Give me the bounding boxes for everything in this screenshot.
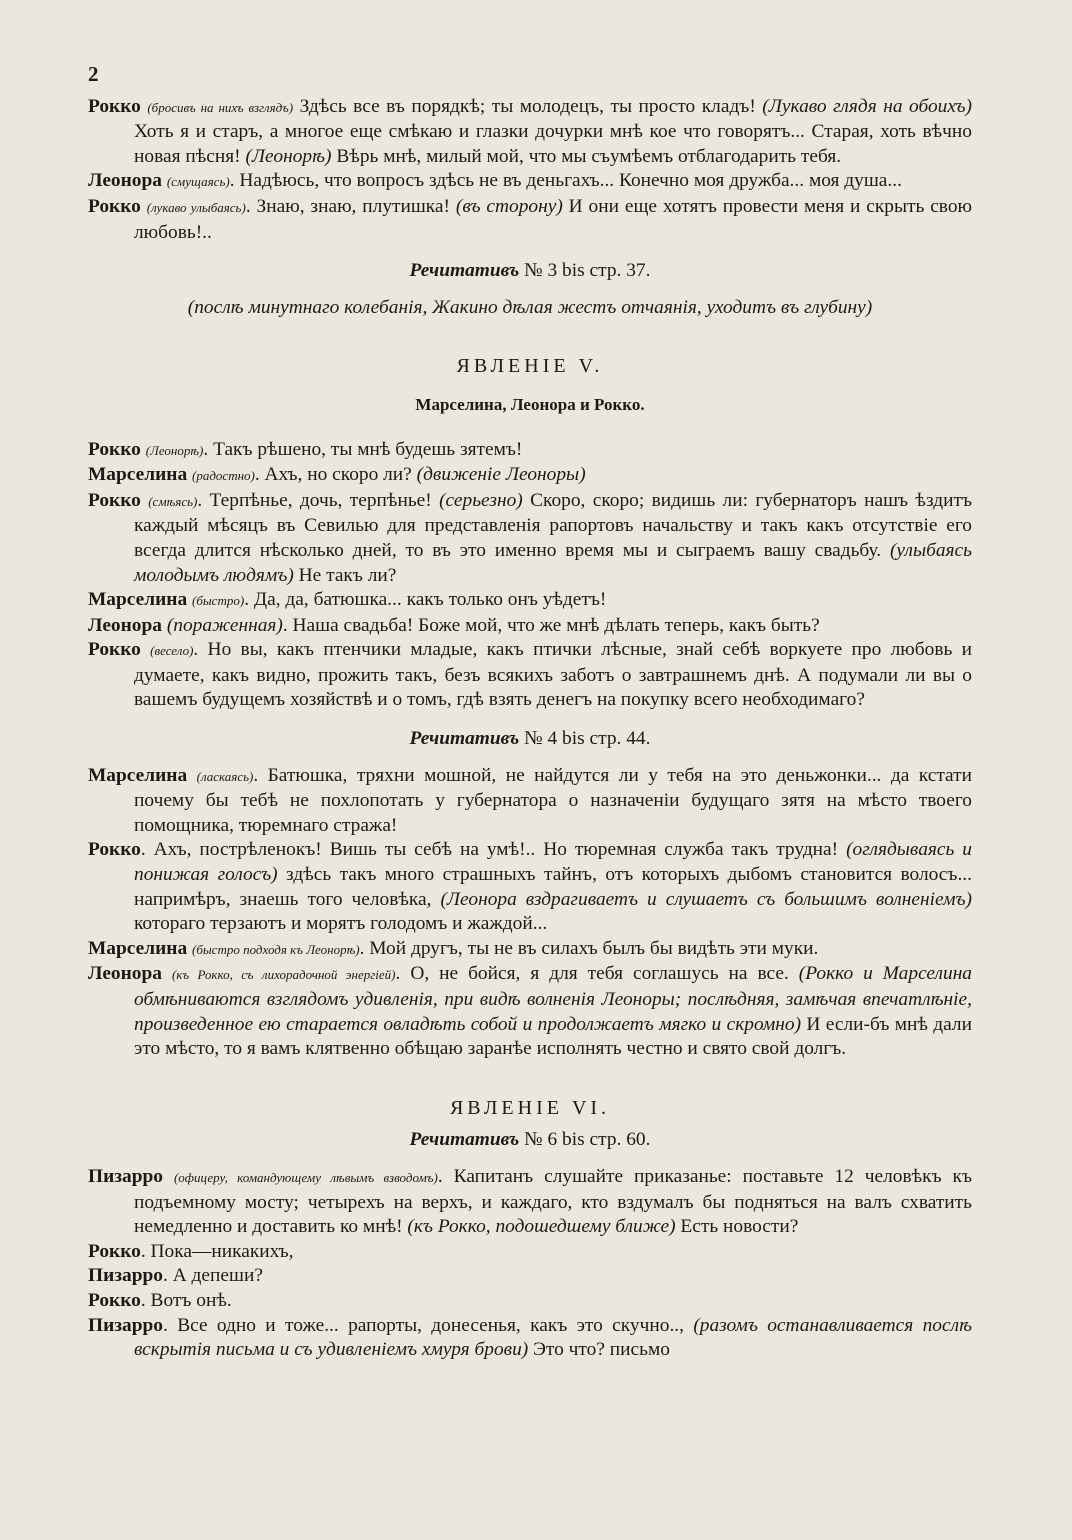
- page-number: 2: [88, 62, 99, 86]
- speaker: Пизарро: [88, 1314, 164, 1336]
- speech-line: [88, 1314, 972, 1363]
- speaker: Марселина: [88, 764, 188, 786]
- speech-text: котораго терзаютъ и морятъ голодомъ и жаждой...: [134, 913, 548, 935]
- speech-text: . А депеши?: [163, 1265, 263, 1287]
- speech-text: Хоть я и старъ, а многое еще смѣкаю и глазки дочурки мнѣ кое что говорятъ... Старая, хоть вѣчно новая пѣсня!: [134, 121, 972, 167]
- speech-line: [88, 638, 972, 713]
- speaker: Рокко: [88, 1240, 141, 1262]
- speaker: Рокко: [88, 438, 141, 460]
- speech-line: [88, 1240, 972, 1265]
- recitative-number: № 4 bis стр. 44.: [519, 728, 651, 750]
- stage-direction: (серьезно): [439, 489, 523, 511]
- stage-direction: (Леонорѣ): [245, 145, 332, 167]
- speaker: Рокко: [88, 839, 141, 861]
- speaker: Леонора: [88, 170, 162, 192]
- cast-list: Марселина, Леонора и Рокко.: [415, 394, 645, 414]
- stage-direction: (смѣясь): [148, 493, 198, 509]
- stage-direction: (радостно): [192, 468, 255, 484]
- stage-direction: (пораженная): [166, 614, 283, 636]
- speech-line: [88, 1165, 972, 1240]
- speaker: Пизарро: [88, 1265, 164, 1287]
- speech-text: . Пока—никакихъ,: [140, 1240, 294, 1262]
- speech-line: [88, 962, 972, 1061]
- speech-line: [88, 489, 972, 588]
- speaker: Марселина: [88, 937, 188, 959]
- stage-direction: (ласкаясь): [196, 768, 254, 784]
- recitative-label: Речитативъ: [409, 1129, 520, 1151]
- stage-direction: (быстро): [192, 593, 245, 609]
- speaker: Рокко: [88, 95, 141, 117]
- stage-direction: (Леонора вздрагиваетъ и слушаетъ съ большимъ волненіемъ): [440, 888, 972, 910]
- speech-text: . О, не бойся, я для тебя соглашусь на все.: [395, 963, 799, 985]
- speech-text: . Терпѣнье, дочь, терпѣнье!: [197, 489, 440, 511]
- stage-direction: (оглядываясь и понижая голосъ): [134, 839, 972, 886]
- speech-line: [88, 838, 972, 936]
- stage-direction: (въ сторону): [455, 195, 563, 217]
- speech-text: . Но вы, какъ птенчики младые, какъ птички лѣсные, знай себѣ воркуете про любовь и думаете, какъ видно, прожить такъ, безъ всякихъ заботъ о завтрашнемъ днѣ. А подумали ли вы о вашемъ будущемъ хозяйствѣ и о томъ, гдѣ взять денегъ на покупку всего необходимаго?: [134, 639, 972, 711]
- speaker: Марселина: [88, 464, 188, 486]
- stage-direction: (къ Рокко, подошедшему ближе): [407, 1216, 676, 1238]
- speech-text: . Капитанъ слушайте приказанье: поставьте 12 человѣкъ къ подъемному мосту; четырехъ на верхъ, и каждаго, кто вздумалъ бы подняться на валъ схватить немедленно и доставить ко мнѣ!: [134, 1165, 972, 1238]
- stage-direction: (разомъ останавливается послѣ вскрытія письма и съ удивленіемъ хмуря брови): [134, 1314, 972, 1361]
- stage-direction: (Лукаво глядя на обоихъ): [762, 95, 972, 117]
- speech-text: Не такъ ли?: [293, 564, 397, 586]
- speech-text: здѣсь такъ много страшныхъ тайнъ, отъ которыхъ дыбомъ становится волосъ... напримѣръ, знаешь того человѣка,: [134, 864, 972, 910]
- speech-text: И если-бъ мнѣ дали это мѣсто, то я вамъ клятвенно обѣщаю заранѣе исполнять честно и свято свой долгъ.: [134, 1013, 972, 1060]
- stage-direction: (движеніе Леоноры): [416, 464, 586, 486]
- speech-line: [88, 95, 972, 170]
- stage-direction: (Леонорѣ): [145, 442, 204, 458]
- speech-line: [88, 614, 972, 639]
- recitative-ref: [88, 259, 972, 284]
- speech-line: [88, 1289, 972, 1314]
- speaker: Леонора: [88, 963, 162, 985]
- speech-text: . Такъ рѣшено, ты мнѣ будешь зятемъ!: [203, 438, 523, 460]
- speech-line: [88, 438, 972, 464]
- speech-text: . Надѣюсь, что вопросъ здѣсь не въ деньгахъ... Конечно моя дружба... моя душа...: [229, 170, 902, 192]
- speaker: Рокко: [88, 639, 141, 661]
- speech-text: . Батюшка, тряхни мошной, не найдутся ли у тебя на это деньжонки... да кстати почему бы тебѣ не похлопотать у губернатора о назначеніи будущаго зятя на мѣсто твоего помощника, тюремнаго стража!: [134, 764, 972, 836]
- recitative-ref: [88, 1128, 972, 1153]
- speech-line: [88, 588, 972, 614]
- stage-direction: (весело): [150, 643, 194, 659]
- speaker: Пизарро: [88, 1165, 164, 1187]
- stage-direction: (лукаво улыбаясь): [146, 199, 246, 215]
- speech-text: . Наша свадьба! Боже мой, что же мнѣ дѣлать теперь, какъ быть?: [282, 614, 820, 636]
- speech-line: [88, 195, 972, 245]
- stage-direction: (Рокко и Марселина обмѣниваются взглядомъ удивленія, при видѣ волненія Леоноры; послѣдняя, замѣчая впечатлѣніе, произведенное ею старается овладѣть собой и продолжаетъ мягко и скромно): [134, 963, 973, 1035]
- stage-direction: (офицеру, командующему лѣвымъ взводомъ): [173, 1169, 438, 1185]
- speech-text: . Знаю, знаю, плутишка!: [245, 195, 456, 217]
- speaker: Марселина: [88, 589, 188, 611]
- recitative-label: Речитативъ: [409, 728, 520, 750]
- speech-line: [88, 937, 972, 963]
- speaker: Рокко: [88, 1289, 141, 1311]
- speech-text: . Ахъ, пострѣленокъ! Вишь ты себѣ на умѣ!.. Но тюремная служба такъ трудна!: [140, 839, 847, 861]
- speech-text: . Все одно и тоже... рапорты, донесенья, какъ это скучно..,: [163, 1314, 694, 1336]
- scene-heading: ЯВЛЕНІЕ V.: [456, 355, 604, 378]
- speech-text: Здѣсь все въ порядкѣ; ты молодецъ, ты просто кладъ!: [293, 95, 763, 117]
- speech-text: . Вотъ онѣ.: [140, 1289, 232, 1311]
- recitative-number: № 6 bis стр. 60.: [519, 1129, 651, 1151]
- scene-heading: ЯВЛЕНІЕ VI.: [449, 1096, 611, 1119]
- speaker: Рокко: [88, 489, 141, 511]
- stage-direction: (быстро подходя къ Леонорѣ): [192, 941, 360, 957]
- speech-text: Скоро, скоро; видишь ли: губернаторъ нашъ ѣздитъ каждый мѣсяцъ въ Севилью для представленія рапортовъ начальству и такъ какъ отсутствіе его всегда длится нѣсколько дней, то въ это именно время мы и сыграемъ вашу свадьбу.: [134, 489, 972, 561]
- speech-line: [88, 1264, 972, 1289]
- speech-text: . Да, да, батюшка... какъ только онъ уѣдетъ!: [244, 589, 607, 611]
- stage-direction: (улыбаясь молодымъ людямъ): [134, 539, 972, 586]
- speech-line: [88, 764, 972, 839]
- speech-line: [88, 169, 972, 195]
- speech-text: Есть новости?: [675, 1216, 799, 1238]
- speech-text: . Ахъ, но скоро ли?: [254, 464, 417, 486]
- stage-direction: (бросивъ на нихъ взглядъ): [147, 99, 294, 115]
- stage-direction-centered: (послѣ минутнаго колебанія, Жакино дѣлая жестъ отчаянія, уходитъ въ глубину): [187, 296, 873, 318]
- speech-line: [88, 463, 972, 489]
- stage-direction: (къ Рокко, съ лихорадочной энергіей): [171, 967, 396, 983]
- recitative-label: Речитативъ: [409, 260, 520, 282]
- speaker: Рокко: [88, 195, 141, 217]
- recitative-number: № 3 bis стр. 37.: [519, 260, 651, 282]
- stage-direction: (смущаясь): [166, 174, 230, 190]
- speech-text: И они еще хотятъ провести меня и скрыть свою любовь!..: [134, 195, 972, 243]
- recitative-ref: [88, 727, 972, 752]
- speech-text: . Мой другъ, ты не въ силахъ былъ бы видѣть эти муки.: [359, 937, 819, 959]
- speaker: Леонора: [88, 614, 162, 636]
- speech-text: Это что? письмо: [528, 1339, 670, 1361]
- speech-text: Вѣрь мнѣ, милый мой, что мы съумѣемъ отблагодарить тебя.: [331, 145, 842, 167]
